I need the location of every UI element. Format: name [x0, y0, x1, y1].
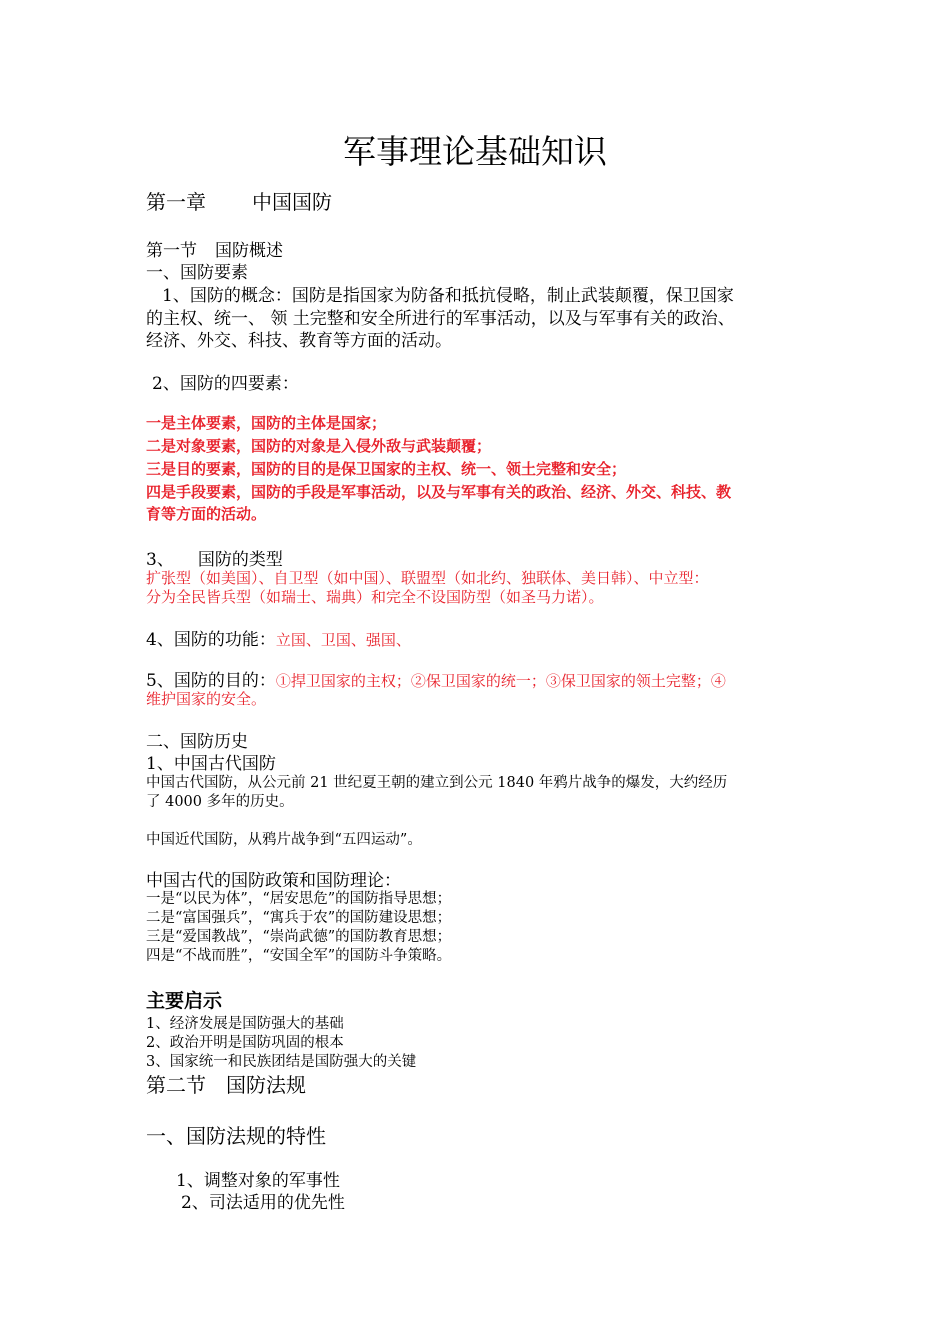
policy-line: 三是“爱国教战”，“崇尚武德”的国防教育思想；: [146, 929, 452, 945]
functions-label: 4、国防的功能：: [146, 630, 276, 650]
section-label: 第一节: [146, 241, 197, 261]
section2-label: 第二节: [146, 1073, 206, 1097]
law-item: 1、调整对象的军事性: [176, 1171, 340, 1191]
types-line: 分为全民皆兵型（如瑞士、瑞典）和完全不设国防型（如圣马力诺）。: [146, 588, 604, 606]
insight-line: 3、国家统一和民族团结是国防强大的关键: [146, 1054, 417, 1070]
concept-line: 1、国防的概念：国防是指国家为防备和抵抗侵略，制止武装颠覆，保卫国家: [162, 286, 734, 306]
insights-heading: 主要启示: [146, 990, 223, 1012]
policy-line: 一是“以民为体”，“居安思危”的国防指导思想；: [146, 891, 452, 907]
insight-line: 2、政治开明是国防巩固的根本: [146, 1035, 344, 1051]
insight-line: 1、经济发展是国防强大的基础: [146, 1016, 344, 1032]
purpose-line-2: 维护国家的安全。: [146, 690, 267, 708]
element-line: 四是手段要素，国防的手段是军事活动，以及与军事有关的政治、经济、外交、科技、教: [146, 483, 732, 501]
policy-line: 四是“不战而胜”，“安国全军”的国防斗争策略。: [146, 948, 452, 964]
element-line: 二是对象要素，国防的对象是入侵外敌与武装颠覆；: [146, 437, 492, 455]
ancient-line: 中国古代国防，从公元前 21 世纪夏王朝的建立到公元 1840 年鸦片战争的爆发，大约经历: [146, 775, 728, 791]
element-line: 育等方面的活动。: [146, 505, 267, 523]
law-item: 2、司法适用的优先性: [181, 1193, 345, 1213]
types-line: 扩张型（如美国）、自卫型（如中国）、联盟型（如北约、独联体、美日韩）、中立型：: [146, 569, 709, 587]
purpose-value: ①捍卫国家的主权；②保卫国家的统一；③保卫国家的领土完整；④: [275, 672, 726, 690]
element-line: 一是主体要素，国防的主体是国家；: [146, 414, 387, 432]
ancient-line: 了 4000 多年的历史。: [146, 794, 294, 810]
section2-heading: [146, 1069, 306, 1098]
functions-value: 立国、卫国、强国、: [275, 631, 411, 649]
policy-line: 二是“富国强兵”，“寓兵于农”的国防建设思想；: [146, 910, 452, 926]
element-line: 三是目的要素，国防的目的是保卫国家的主权、统一、领土完整和安全；: [146, 460, 627, 478]
types-title: 国防的类型: [197, 550, 283, 570]
chapter-label: 第一章: [146, 190, 206, 214]
concept-line: 经济、外交、科技、教育等方面的活动。: [146, 331, 452, 351]
section-name: 国防概述: [215, 241, 283, 261]
concept-line: 的主权、统一、 领 土完整和安全所进行的军事活动，以及与军事有关的政治、: [146, 309, 735, 329]
elements-heading: 2、国防的四要素：: [152, 374, 299, 394]
law-heading: 一、国防法规的特性: [146, 1124, 326, 1148]
part-heading: 一、国防要素: [146, 263, 248, 283]
history-heading: 二、国防历史: [146, 732, 248, 752]
purpose-label: 5、国防的目的：: [146, 671, 276, 691]
chapter-heading: [146, 186, 332, 215]
functions-line: [146, 625, 411, 650]
document-title: 军事理论基础知识: [343, 132, 607, 171]
ancient-heading: 1、中国古代国防: [146, 754, 276, 774]
chapter-name: 中国国防: [252, 190, 332, 214]
types-number: 3、: [146, 550, 174, 570]
section2-name: 国防法规: [226, 1073, 306, 1097]
policy-heading: 中国古代的国防政策和国防理论：: [146, 871, 401, 891]
modern-line: 中国近代国防，从鸦片战争到“五四运动”。: [146, 832, 422, 848]
